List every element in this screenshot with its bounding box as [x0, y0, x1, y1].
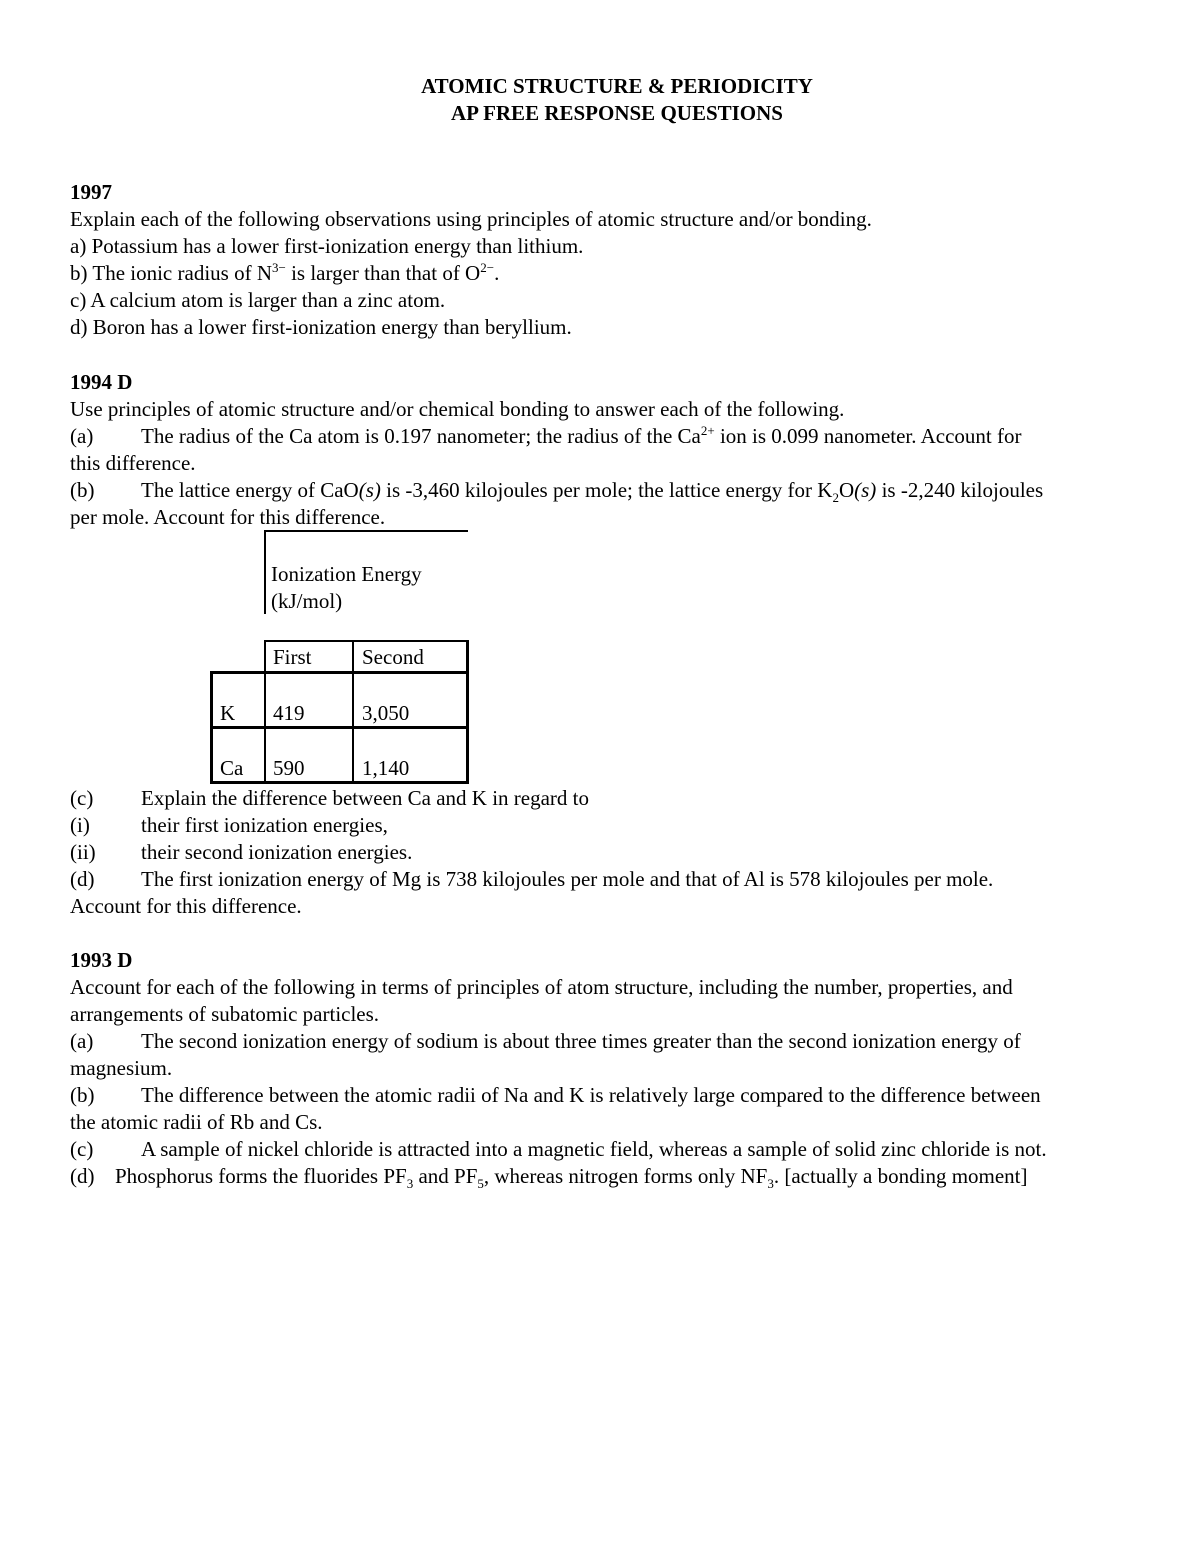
table-row-1-top-rule — [210, 671, 468, 674]
q1994-part-b-cont: per mole. Account for this difference. — [70, 505, 386, 529]
q1994-cii-label: (ii) — [70, 840, 96, 864]
section-1993-intro-cont: arrangements of subatomic particles. — [70, 1002, 380, 1026]
q1993-a-text: The second ionization energy of sodium is about three times greater than the second ionization energy of — [141, 1029, 1021, 1053]
q1994-b-text-1: The lattice energy of CaO — [141, 478, 359, 502]
q1993-d-text-1: Phosphorus forms the fluorides PF — [115, 1164, 407, 1188]
section-1997-intro: Explain each of the following observations using principles of atomic structure and/or bonding. — [70, 207, 872, 231]
q1994-a-text-2: ion is 0.099 nanometer. Account for — [714, 424, 1022, 448]
q1997-part-d: d) Boron has a lower first-ionization energy than beryllium. — [70, 315, 572, 339]
q1993-d-text-4: . [actually a bonding moment] — [773, 1164, 1028, 1188]
table-row-element: Ca — [220, 756, 244, 780]
q1993-d-sub-3: 3 — [767, 1176, 774, 1192]
q1993-d-sub-1: 3 — [406, 1176, 414, 1192]
q1994-part-a-cont: this difference. — [70, 451, 196, 475]
title-line-1: ATOMIC STRUCTURE & PERIODICITY — [421, 74, 813, 98]
q1994-part-b — [70, 477, 1043, 504]
table-col-first: First — [273, 645, 312, 669]
table-col-header-top-rule — [264, 640, 468, 642]
q1993-part-b — [70, 1082, 1041, 1109]
section-1997-heading: 1997 — [70, 180, 112, 204]
q1993-b-label: (b) — [70, 1083, 95, 1107]
q1994-a-sup: 2+ — [700, 423, 715, 438]
q1994-part-d — [70, 866, 993, 893]
table-row-second: 3,050 — [362, 701, 410, 725]
q1993-part-a — [70, 1028, 1021, 1055]
q1994-ci-label: (i) — [70, 813, 90, 837]
q1997-b-text-2: is larger than that of O — [285, 261, 481, 285]
q1993-d-text-3: , whereas nitrogen forms only NF — [483, 1164, 768, 1188]
table-header-line-2: (kJ/mol) — [271, 589, 343, 613]
table-col-rule-2 — [352, 640, 354, 784]
q1993-c-text: A sample of nickel chloride is attracted into a magnetic field, whereas a sample of solid zinc chloride is not. — [141, 1137, 1047, 1161]
table-col-second: Second — [362, 645, 424, 669]
q1994-part-c-ii — [70, 839, 412, 866]
q1994-a-text-1: The radius of the Ca atom is 0.197 nanometer; the radius of the Ca — [141, 424, 701, 448]
q1997-b-text-1: b) The ionic radius of N — [70, 261, 272, 285]
q1994-part-d-cont: Account for this difference. — [70, 894, 302, 918]
q1994-d-text: The first ionization energy of Mg is 738 kilojoules per mole and that of Al is 578 kilojoules per mole. — [141, 867, 994, 891]
q1994-part-a — [70, 423, 1021, 450]
q1994-a-label: (a) — [70, 424, 94, 448]
q1994-b-text-4: is -2,240 kilojoules — [876, 478, 1044, 502]
q1994-ci-text: their first ionization energies, — [141, 813, 388, 837]
q1994-cii-text: their second ionization energies. — [141, 840, 413, 864]
table-row-first: 419 — [273, 701, 305, 725]
table-header-line-1: Ionization Energy — [271, 562, 422, 586]
q1994-b-text-2: is -3,460 kilojoules per mole; the lattice energy for K — [380, 478, 833, 502]
q1993-part-b-cont: the atomic radii of Rb and Cs. — [70, 1110, 323, 1134]
section-1994-heading: 1994 D — [70, 370, 133, 394]
q1993-c-label: (c) — [70, 1137, 94, 1161]
q1993-b-text: The difference between the atomic radii of Na and K is relatively large compared to the difference between — [141, 1083, 1041, 1107]
section-1993-heading: 1993 D — [70, 948, 133, 972]
q1994-b-state-2: (s) — [854, 478, 877, 502]
q1994-b-text-3: O — [838, 478, 855, 502]
q1994-b-sub: 2 — [832, 490, 839, 506]
q1994-c-text: Explain the difference between Ca and K in regard to — [141, 786, 590, 810]
table-header-left-rule — [264, 530, 266, 614]
q1994-b-label: (b) — [70, 478, 95, 502]
q1993-part-c — [70, 1136, 1047, 1163]
q1993-d-label: (d) — [70, 1164, 95, 1188]
q1994-b-state-1: (s) — [358, 478, 381, 502]
table-row-2-top-rule — [210, 726, 468, 729]
table-col-rule-1 — [264, 640, 266, 784]
q1994-d-label: (d) — [70, 867, 95, 891]
q1997-part-c: c) A calcium atom is larger than a zinc atom. — [70, 288, 446, 312]
q1993-d-text-2: and PF — [413, 1164, 478, 1188]
q1993-part-a-cont: magnesium. — [70, 1056, 173, 1080]
q1994-part-c-i — [70, 812, 388, 839]
q1993-a-label: (a) — [70, 1029, 94, 1053]
table-right-rule — [466, 640, 469, 784]
q1997-b-text-3: . — [494, 261, 500, 285]
q1997-b-sup-1: 3− — [271, 260, 286, 275]
table-left-rule — [210, 671, 213, 784]
q1993-part-d — [70, 1163, 1028, 1190]
q1997-b-sup-2: 2− — [480, 260, 495, 275]
table-bottom-rule — [210, 781, 468, 784]
section-1993-intro: Account for each of the following in terms of principles of atom structure, including the number, properties, and — [70, 975, 1013, 999]
q1997-part-b — [70, 260, 499, 287]
q1997-part-a: a) Potassium has a lower first-ionization energy than lithium. — [70, 234, 584, 258]
table-row-first: 590 — [273, 756, 305, 780]
q1994-c-label: (c) — [70, 786, 94, 810]
q1993-d-sub-2: 5 — [477, 1176, 484, 1192]
table-row-element: K — [220, 701, 236, 725]
q1994-part-c — [70, 785, 589, 812]
table-row-second: 1,140 — [362, 756, 410, 780]
section-1994-intro: Use principles of atomic structure and/or chemical bonding to answer each of the following. — [70, 397, 845, 421]
title-line-2: AP FREE RESPONSE QUESTIONS — [450, 101, 783, 125]
table-top-rule — [264, 530, 468, 532]
